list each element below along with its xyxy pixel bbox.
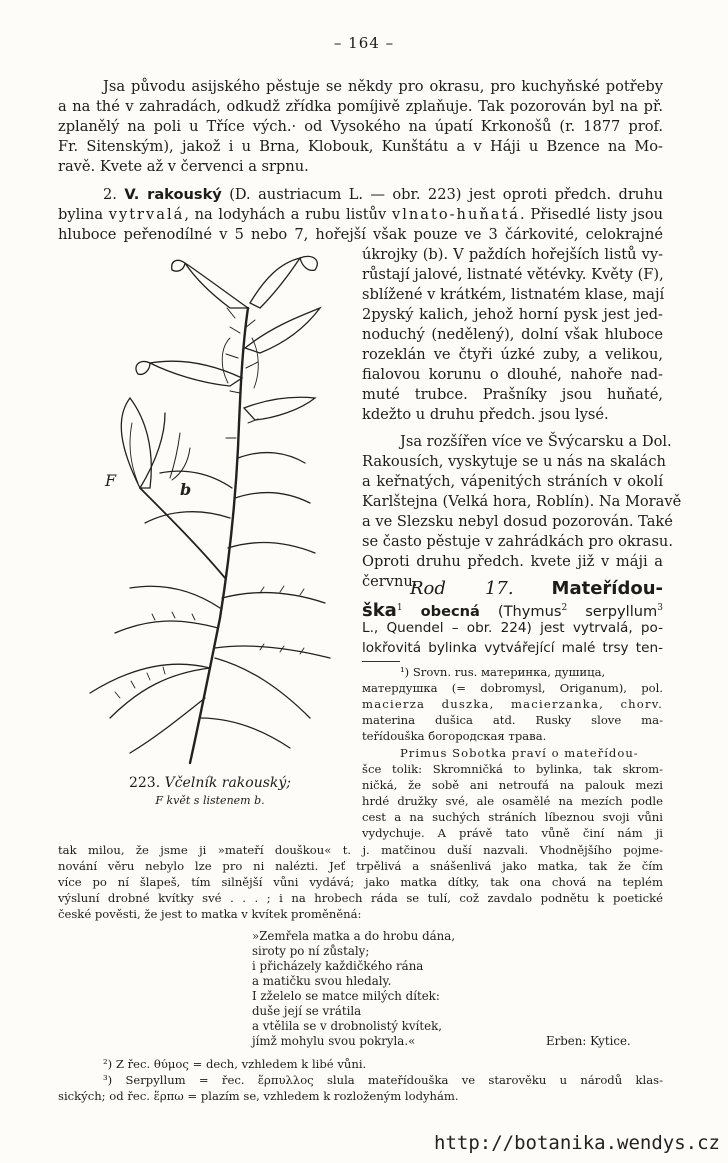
poem-line: duše její se vrátila [252,1004,362,1018]
figure-caption [110,775,310,809]
footnote1-line: macierza duszka, macierzanka, chorv. [362,697,663,711]
poem-line: i přicházely každičkého rána [252,959,424,973]
figure-illustration [60,248,342,768]
species2-right-line: 2pyský kalich, jehož horní pysk jest jed- [362,306,663,323]
species2-line2-mid: , na lodyhách a rubu listův [184,206,387,223]
source-url[interactable]: http://botanika.wendys.cz [434,1132,720,1154]
footnote-ref-3: 3 [657,603,663,613]
footnote3-line-2: sických; od řec. ἕρπω = plazím se, vzhledem k rozloženým lodyhám. [58,1089,459,1103]
poem-line: »Zemřela matka a do hrobu dána, [252,929,456,943]
footnote1-line: teřídouška богородская трава. [362,729,547,743]
species2-line-3: hluboce peřenodílné v 5 nebo 7, hořejší však pouze ve 3 čárkovité, celokrajné [58,226,663,243]
species2-right-line: kdežto u druhu předch. jsou lysé. [362,406,609,423]
species2-right-line: úkrojky (b). V paždích hořejších listů vy- [362,246,663,263]
species2-right-line: rozeklán ve čtyři úzké zuby, a velikou, [362,346,663,363]
rod17-line-3: L., Quendel – obr. 224) jest vytrvalá, po- [362,620,663,636]
distribution-line: červnu. [362,573,418,590]
poem-line: a vtělila se v drobnolistý kvítek, [252,1019,442,1033]
rod17-line-4: lokřovitá bylinka vytvářející malé trsy ten- [362,640,663,656]
distribution-line: Oproti druhu předch. kvete již v máji a [362,553,663,570]
distribution-line: Rakousích, vyskytuje se u nás na skalách [362,453,666,470]
poem-line: siroty po ní zůstaly; [252,944,370,958]
footnote1-full-line: výsluní drobné kvítky své . . . ; i na hrobech ráda se tulí, což zavdalo podnětu k poetické [58,891,663,905]
footnote1-line: ničká, že sobě ani netroufá na palouk mezi [362,778,663,792]
species2-line2-post: . Přisedlé listy jsou [520,206,664,223]
footnote1-line: Primus Sobotka praví o mateřídou- [400,746,639,760]
species2-right-line: muté trubce. Prašníky jsou huňaté, [362,386,663,403]
footnote1-full-line: nování věru nebylo lze pro ni nalézti. Jeť trpělivá a snášenlivá jako matka, tak že čím [58,859,663,873]
footnote1-line: hrdé družky své, ale osamělé na mezích podle [362,794,663,808]
intro-line-3: zplanělý na poli u Tříce vých.· od Vysokého na úpatí Krkonošů (r. 1877 prof. [58,118,663,135]
footnote3-line-1: ³) Serpyllum = řec. ἕρπυλλος slula mateřídouška ve starověku u národů klas- [103,1073,663,1087]
footnote1-line: матердушка (= dobromysl, Origanum), pol. [362,681,663,695]
distribution-line: se často pěstuje v zahrádkách pro okrasu. [362,533,673,550]
footnote-ref-2: 2 [561,603,568,613]
species2-line2-pre: bylina [58,206,104,223]
footnote1-line: cest a na suchých stráních líbeznou svoji vůni [362,810,663,824]
species2-right-line: růstají jalové, listnaté větévky. Květy (F), [362,266,664,283]
rod17-label: Rod 17. [410,578,514,599]
plant-drawing [60,248,342,768]
rod17-obecna: obecná [420,602,480,620]
distribution-line: a keřnatých, vápenitých stráních v okolí [362,473,663,490]
species2-line-1 [103,185,663,205]
rod17-title-1: Mateřídou- [551,578,663,599]
intro-line-2: a na thé v zahradách, odkudž zřídka pomíjivě zplaňuje. Tak pozorován byl na př. [58,98,663,115]
page-number: – 164 – [333,34,395,52]
poem-line: jímž mohylu svou pokryla.« [252,1034,416,1048]
distribution-line: a ve Slezsku nebyl dosud pozorován. Také [362,513,673,530]
poem-line: a matičku svou hledaly. [252,974,392,988]
species2-name: V. rakouský [124,186,222,203]
species2-line2-vytrvala: vytrvalá [108,206,185,223]
figure-number: 223. [128,775,161,791]
rod17-title-2: ška [362,599,397,621]
figure-label-b: b [180,480,192,499]
species2-right-line: fialovou korunu o dlouhé, nahoře nad- [362,366,663,383]
distribution-line: Karlštejna (Velká hora, Roblín). Na Moravě [362,493,682,510]
intro-line-1: Jsa původu asijského pěstuje se někdy pro okrasu, pro kuchyňské potřeby [103,78,663,95]
figure-subtitle: F květ s listenem b. [155,794,265,807]
species2-right-line: noduchý (nedělený), dolní však hluboce [362,326,663,343]
intro-line-4: Fr. Sitenským), jakož i u Brna, Klobouk, Kunštátu a v Háji u Bzence na Mo- [58,138,663,155]
footnote1-full-line: české pověsti, že jest to matka v kvítek proměněná: [58,907,362,921]
species2-line2-vlnato: vlnato-huňatá [391,206,521,223]
footnote1-line: šce tolik: Skromničká to bylinka, tak skrom- [362,762,663,776]
poem-line: I zželelo se matce milých dítek: [252,989,440,1003]
species2-line-2 [58,205,663,225]
footnote2-line: ²) Z řec. θύμος = dech, vzhledem k libé vůni. [103,1057,367,1071]
figure-title: Včelník rakouský; [164,775,292,791]
poem-attribution: Erben: Kytice. [546,1034,631,1048]
footnote-ref-1: 1 [396,603,403,613]
species2-number: 2. [103,186,117,203]
figure-label-f: F [105,471,117,490]
distribution-line: Jsa rozšířen více ve Švýcarsku a Dol. [400,433,672,450]
footnote-rule [362,661,400,662]
species2-line1-rest: (D. austriacum L. — obr. 223) jest oproti předch. druhu [229,186,663,203]
intro-line-5: ravě. Kvete až v červenci a srpnu. [58,158,309,175]
footnote1-line: vydychuje. A právě tato vůně činí nám ji [362,826,663,840]
footnote1-full-line: tak milou, že jsme ji »mateří douškou« t. j. matčinou duší nazvali. Vhodnějšího pojme- [58,843,663,857]
rod17-latin: (Thymus [497,602,562,620]
footnote1-full-line: více po ní šlapeš, tím silnější vůni vydává; jako matka dítky, tak ona chová na teplém [58,875,663,889]
footnote1-line: ¹) Srovn. rus. материнка, душица, [400,665,606,679]
footnote1-line: materina dušica atd. Rusky slove ma- [362,713,663,727]
rod17-serpyllum: serpyllum [585,602,658,620]
species2-right-line: sblížené v krátkém, listnatém klase, mají [362,286,665,303]
